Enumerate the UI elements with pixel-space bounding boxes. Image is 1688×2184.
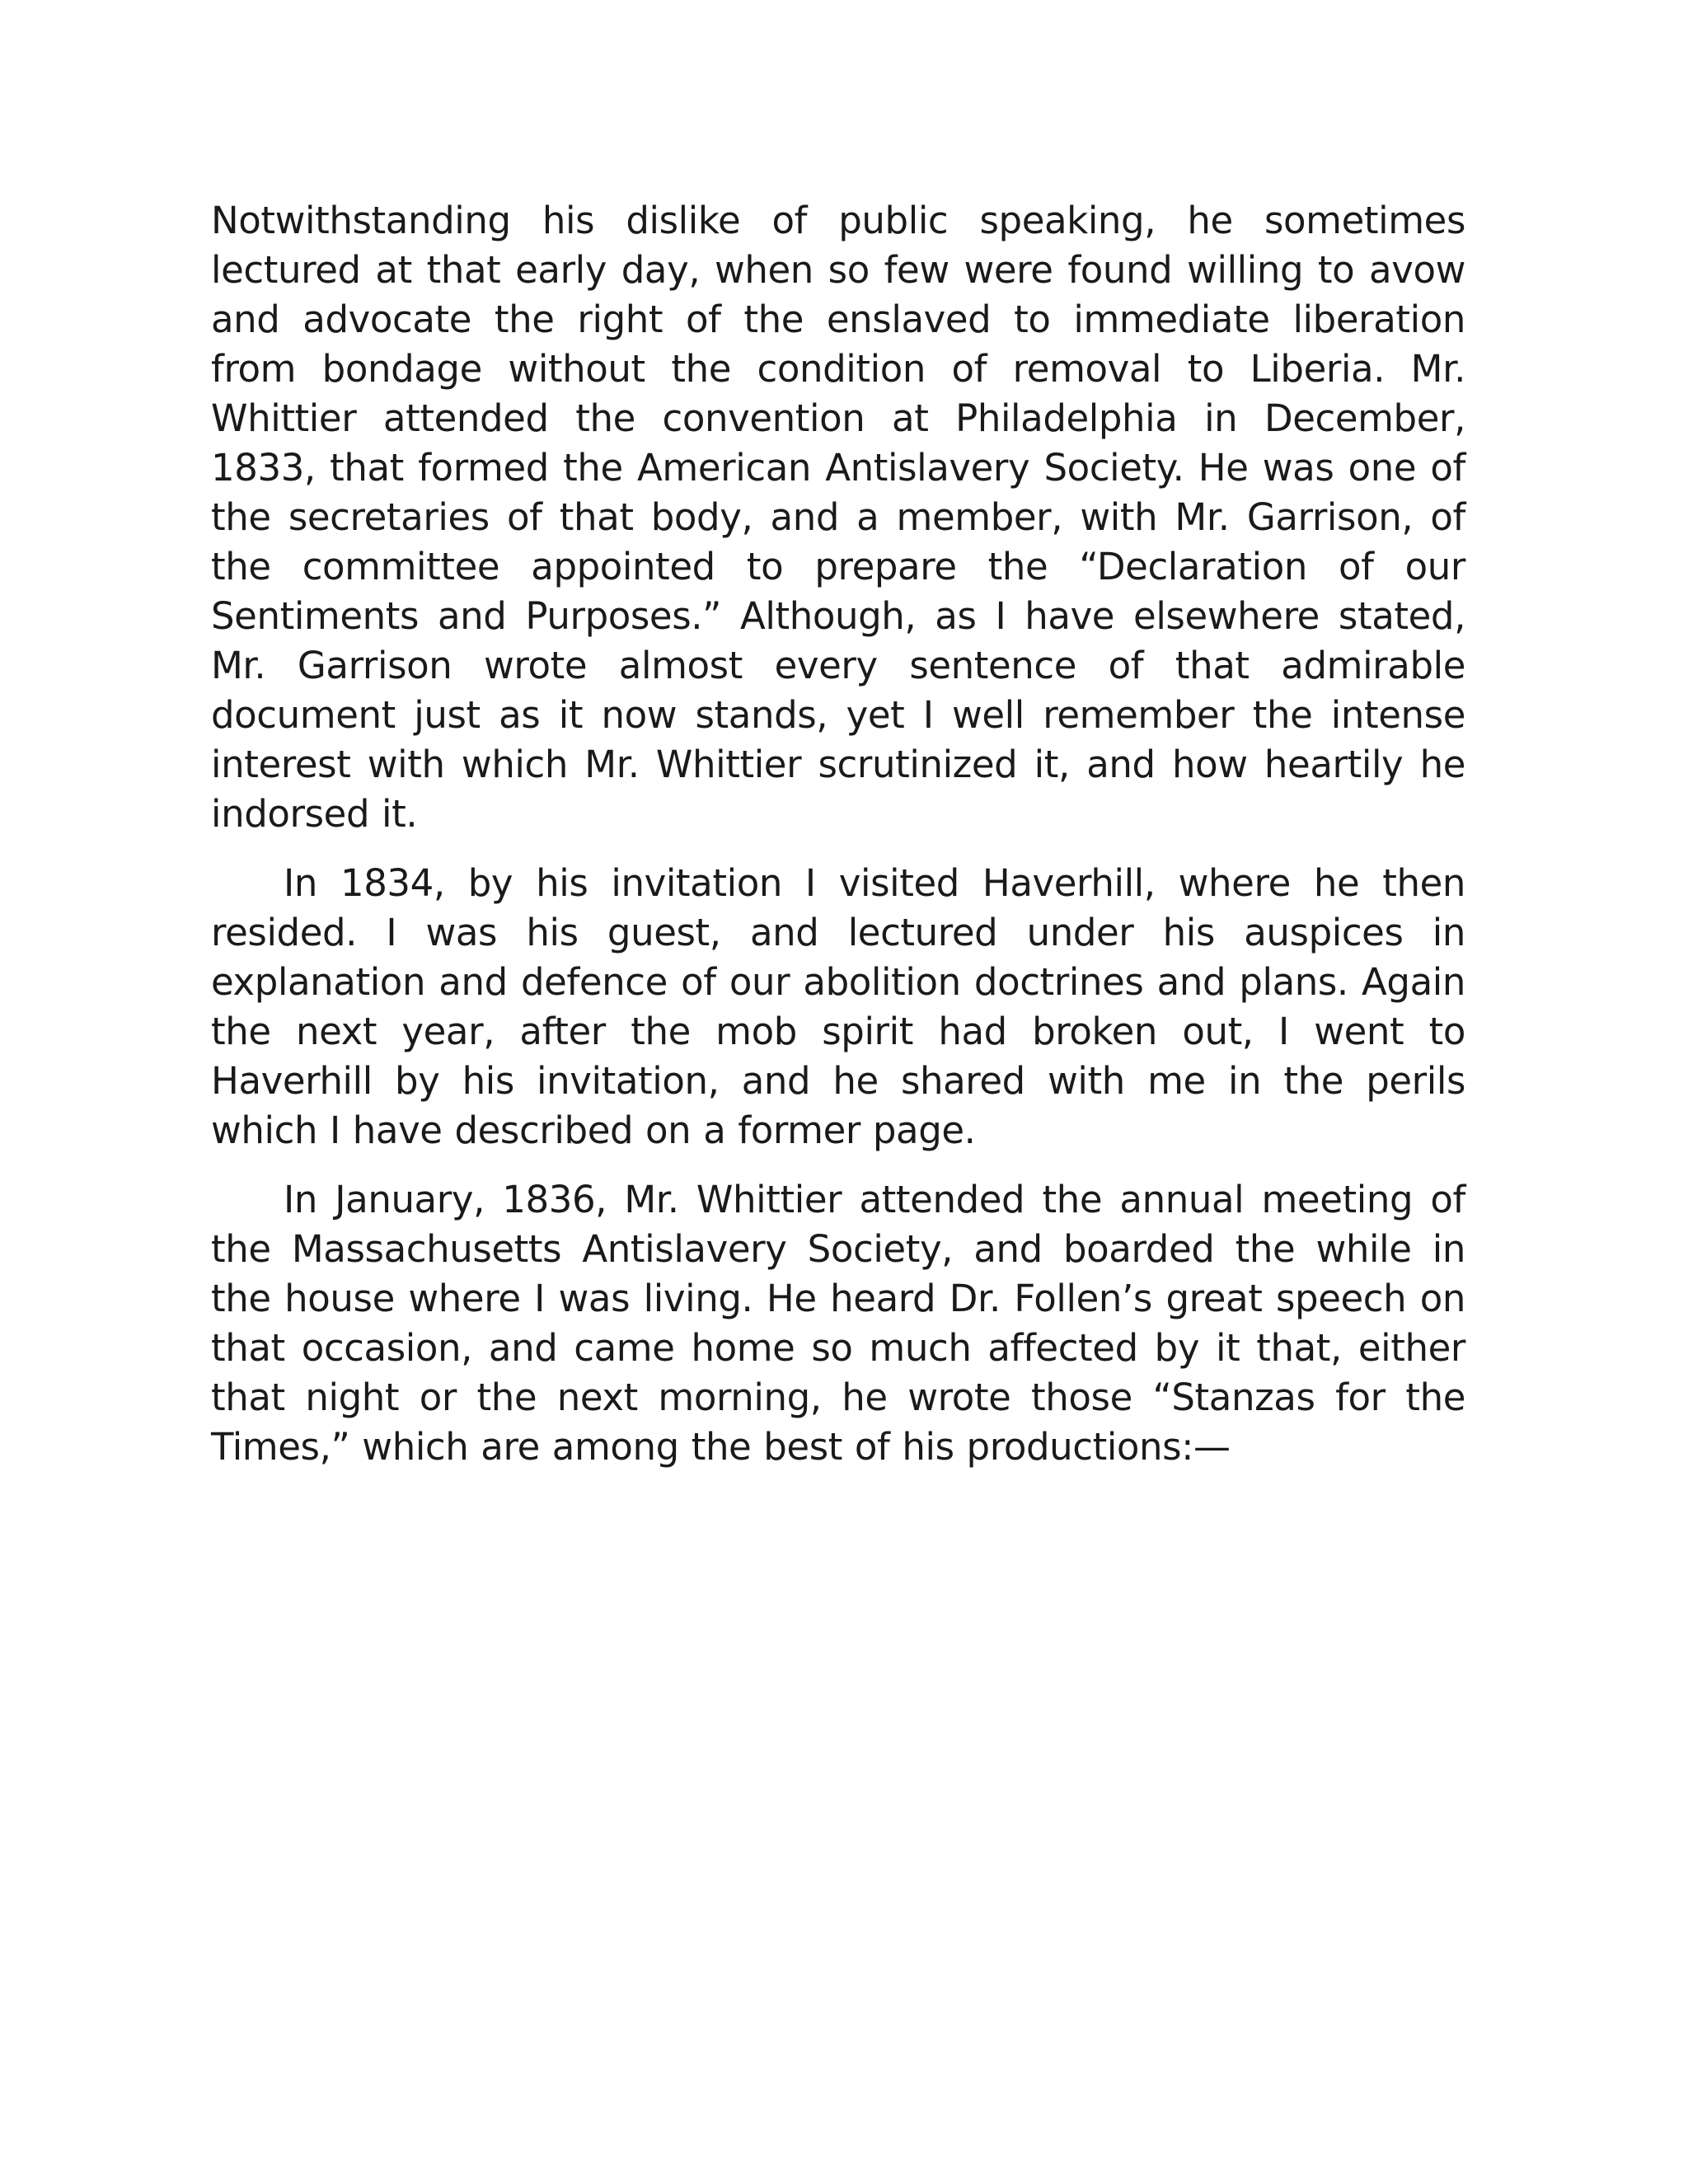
body-text — [211, 196, 1465, 1492]
paragraph-3: In January, 1836, Mr. Whittier attended the annual meeting of the Massachusetts Antislavery Society, and boarded the while in the house where I was living. He heard Dr. Follen’s great speech on that occasion, and came home so much affected by it that, either that night or the next morning, he wrote those “Stanzas for the Times,” which are among the best of his productions:— — [211, 1178, 1465, 1469]
paragraph-2: In 1834, by his invitation I visited Haverhill, where he then resided. I was his guest, and lectured under his auspices in explanation and defence of our abolition doctrines and plans. Again the next year, after the mob spirit had broken out, I went to Haverhill by his invitation, and he shared with me in the perils which I have described on a former page. — [211, 861, 1465, 1152]
paragraph-1: Notwithstanding his dislike of public speaking, he sometimes lectured at that early day, when so few were found willing to avow and advocate the right of the enslaved to immediate liberation from bondage without the condition of removal to Liberia. Mr. Whittier attended the convention at Philadelphia in December, 1833, that formed the American Antislavery Society. He was one of the secretaries of that body, and a member, with Mr. Garrison, of the committee appointed to prepare the “Declaration of our Sentiments and Purposes.” Although, as I have elsewhere stated, Mr. Garrison wrote almost every sentence of that admirable document just as it now stands, yet I well remember the intense interest with which Mr. Whittier scrutinized it, and how heartily he indorsed it. — [211, 199, 1465, 836]
